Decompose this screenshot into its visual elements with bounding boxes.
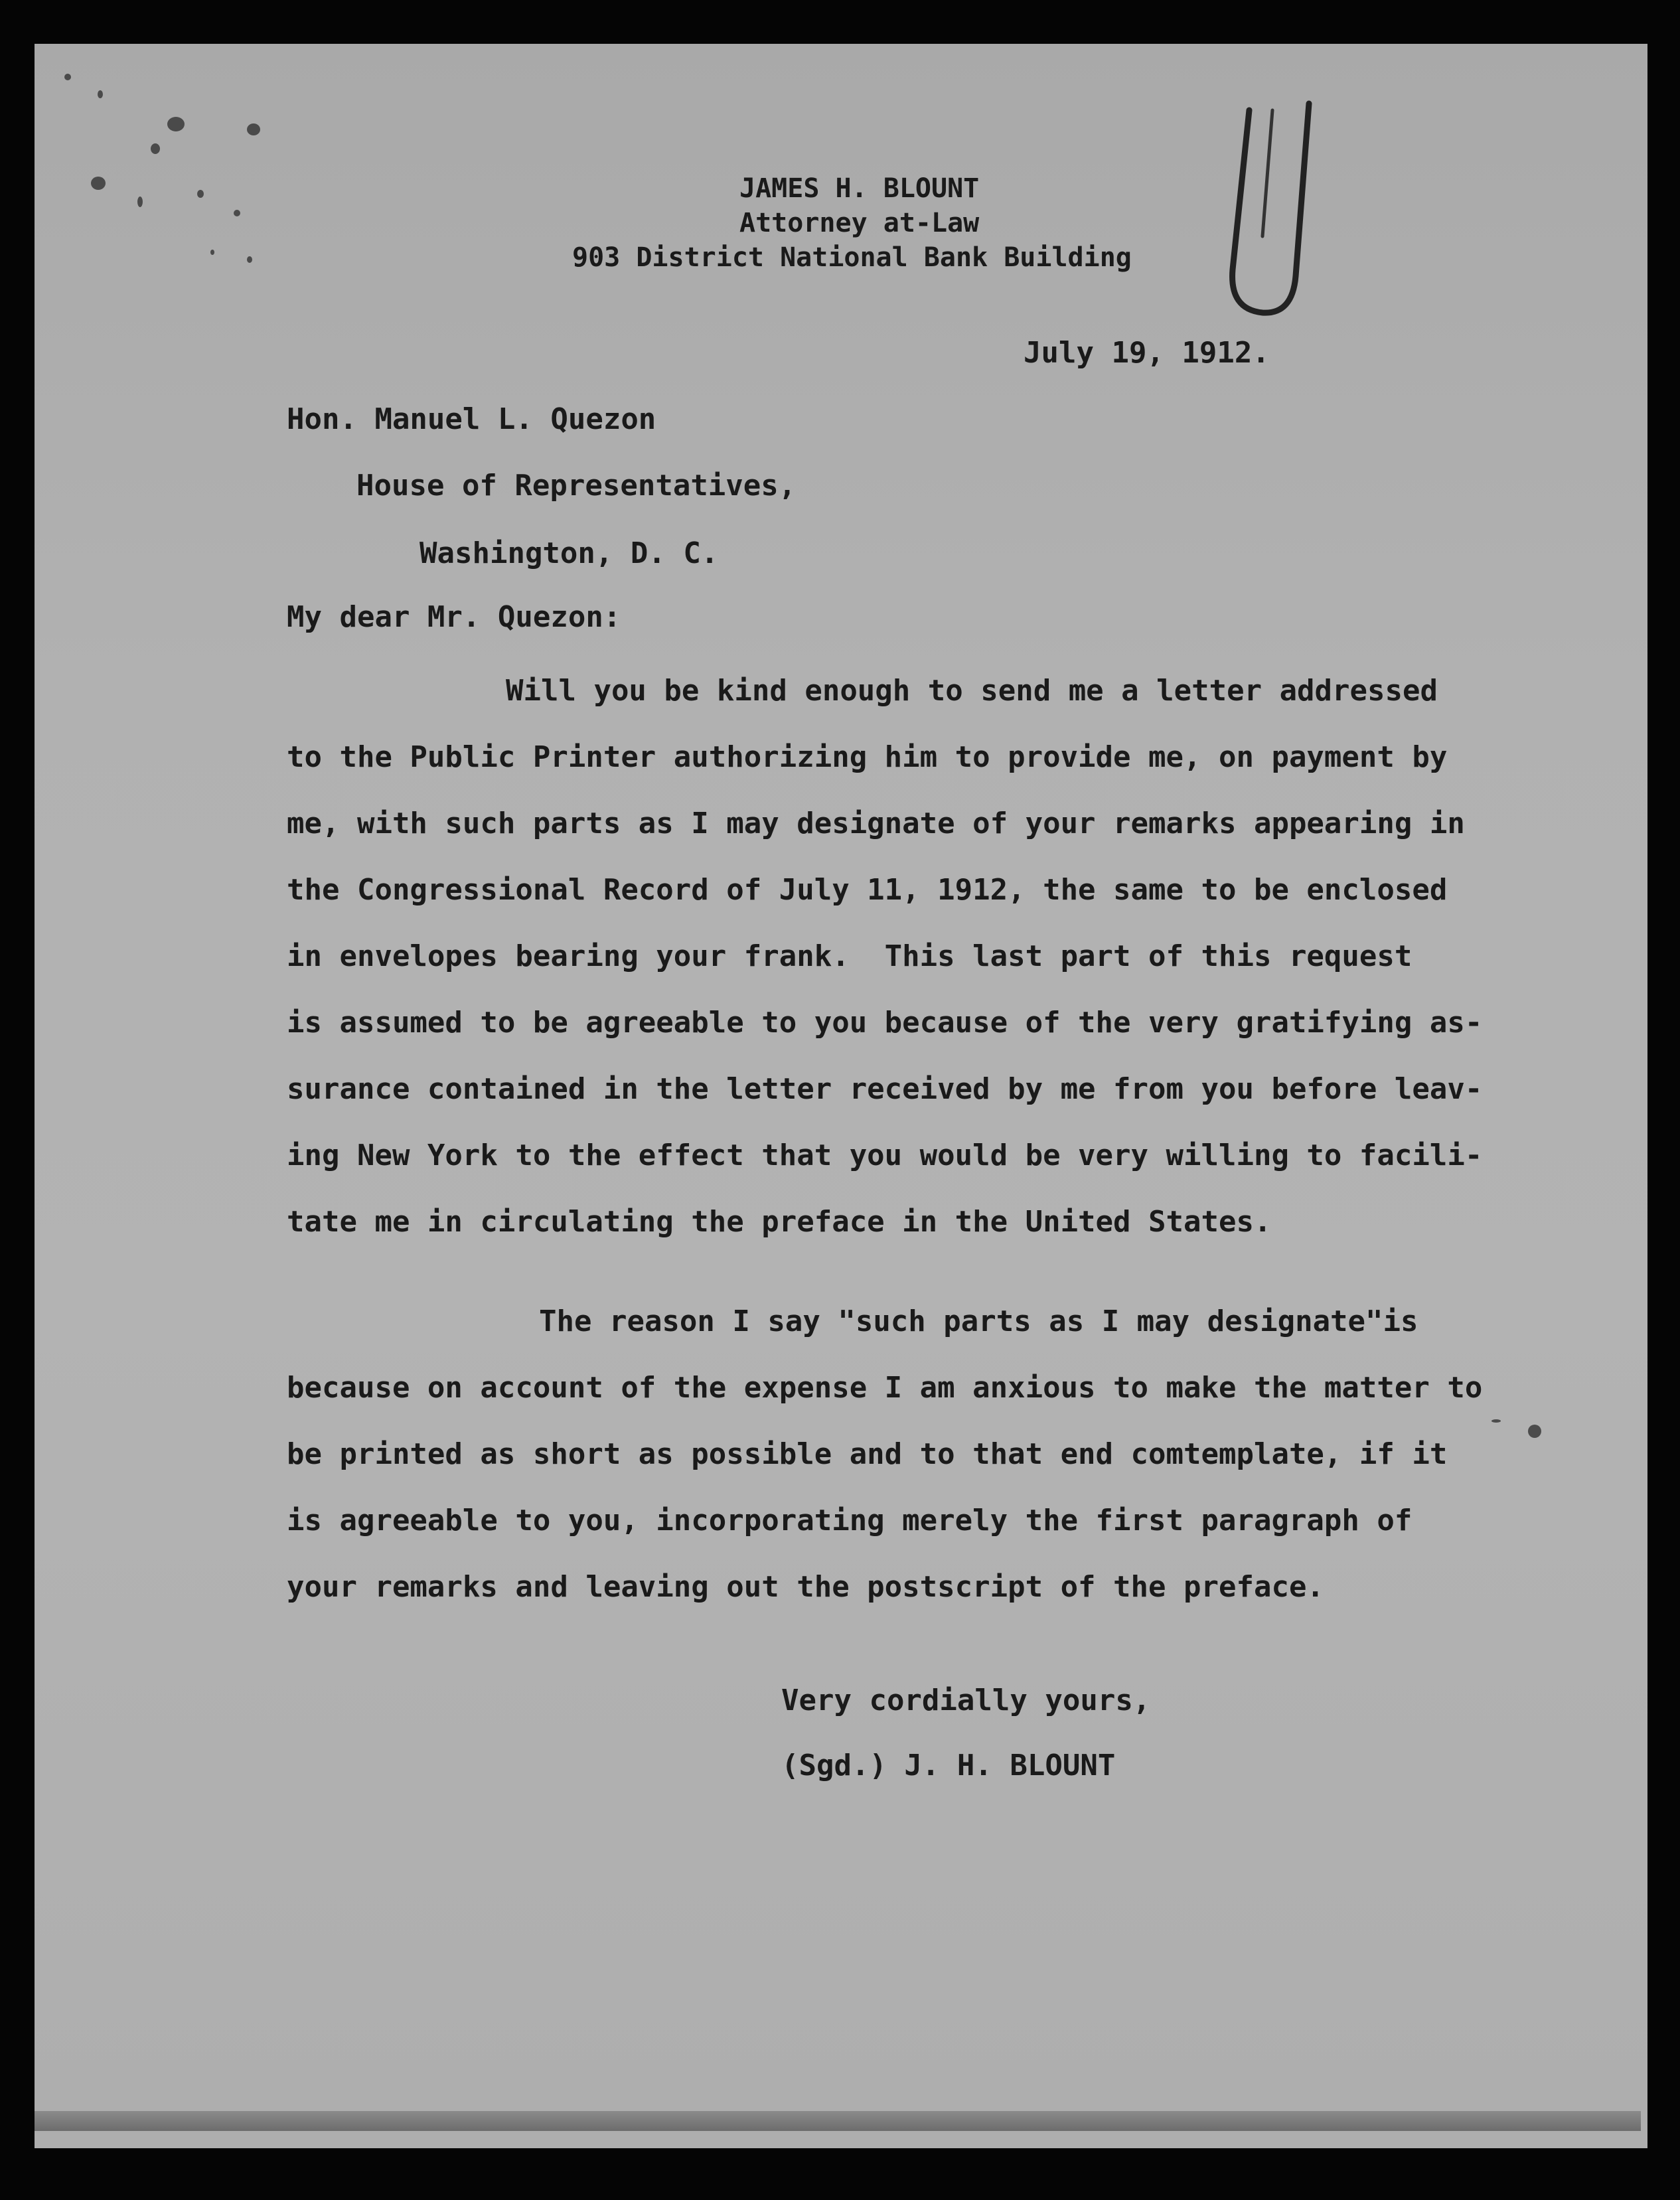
letterhead-name: JAMES H. BLOUNT [739,173,980,204]
recipient-office: House of Representatives, [356,469,797,503]
ink-spot [167,117,185,131]
under-sheet-edge [35,2111,1641,2131]
paragraph-line: is agreeable to you, incorporating merely the first paragraph of [287,1504,1413,1537]
paragraph-line: because on account of the expense I am anxious to make the matter to [287,1371,1483,1405]
ink-spot [234,210,240,216]
signature: (Sgd.) J. H. BLOUNT [781,1749,1116,1782]
paragraph-line: is assumed to be agreeable to you because of the very gratifying as- [287,1006,1483,1040]
ink-spot [1491,1419,1501,1423]
letter-page [35,44,1647,2148]
paragraph-line: to the Public Printer authorizing him to provide me, on payment by [287,740,1448,774]
paper-clip-mark [1209,70,1342,349]
ink-spot [247,256,252,263]
recipient-name: Hon. Manuel L. Quezon [287,402,656,436]
paragraph-line: the Congressional Record of July 11, 1912, the same to be enclosed [287,873,1448,907]
paragraph-line: surance contained in the letter received by me from you before leav- [287,1072,1483,1106]
ink-spot [151,143,160,154]
ink-spot [247,123,260,135]
ink-spot [197,190,204,198]
paragraph-line: Will you be kind enough to send me a letter addressed [506,674,1438,708]
ink-spot [137,196,143,207]
closing: Very cordially yours, [781,1684,1151,1717]
ink-spot [64,74,71,80]
ink-spot [210,250,214,255]
letterhead-title: Attorney at-Law [739,208,980,238]
ink-spot [98,90,103,98]
paragraph-line: tate me in circulating the preface in the United States. [287,1205,1272,1239]
paragraph-line: ing New York to the effect that you would be very willing to facili- [287,1139,1483,1172]
paragraph-line: your remarks and leaving out the postscript of the preface. [287,1570,1324,1604]
salutation: My dear Mr. Quezon: [287,600,621,634]
paragraph-line: in envelopes bearing your frank. This last part of this request [287,939,1413,973]
letterhead-address: 903 District National Bank Building [572,242,1132,273]
paragraph-line: be printed as short as possible and to that end comtemplate, if it [287,1437,1448,1471]
letter-date: July 19, 1912. [1024,336,1270,370]
paragraph-line: The reason I say "such parts as I may designate"is [539,1304,1418,1338]
ink-spot [1528,1425,1541,1438]
recipient-city: Washington, D. C. [420,536,719,570]
ink-spot [91,177,106,190]
paragraph-line: me, with such parts as I may designate of your remarks appearing in [287,807,1465,840]
